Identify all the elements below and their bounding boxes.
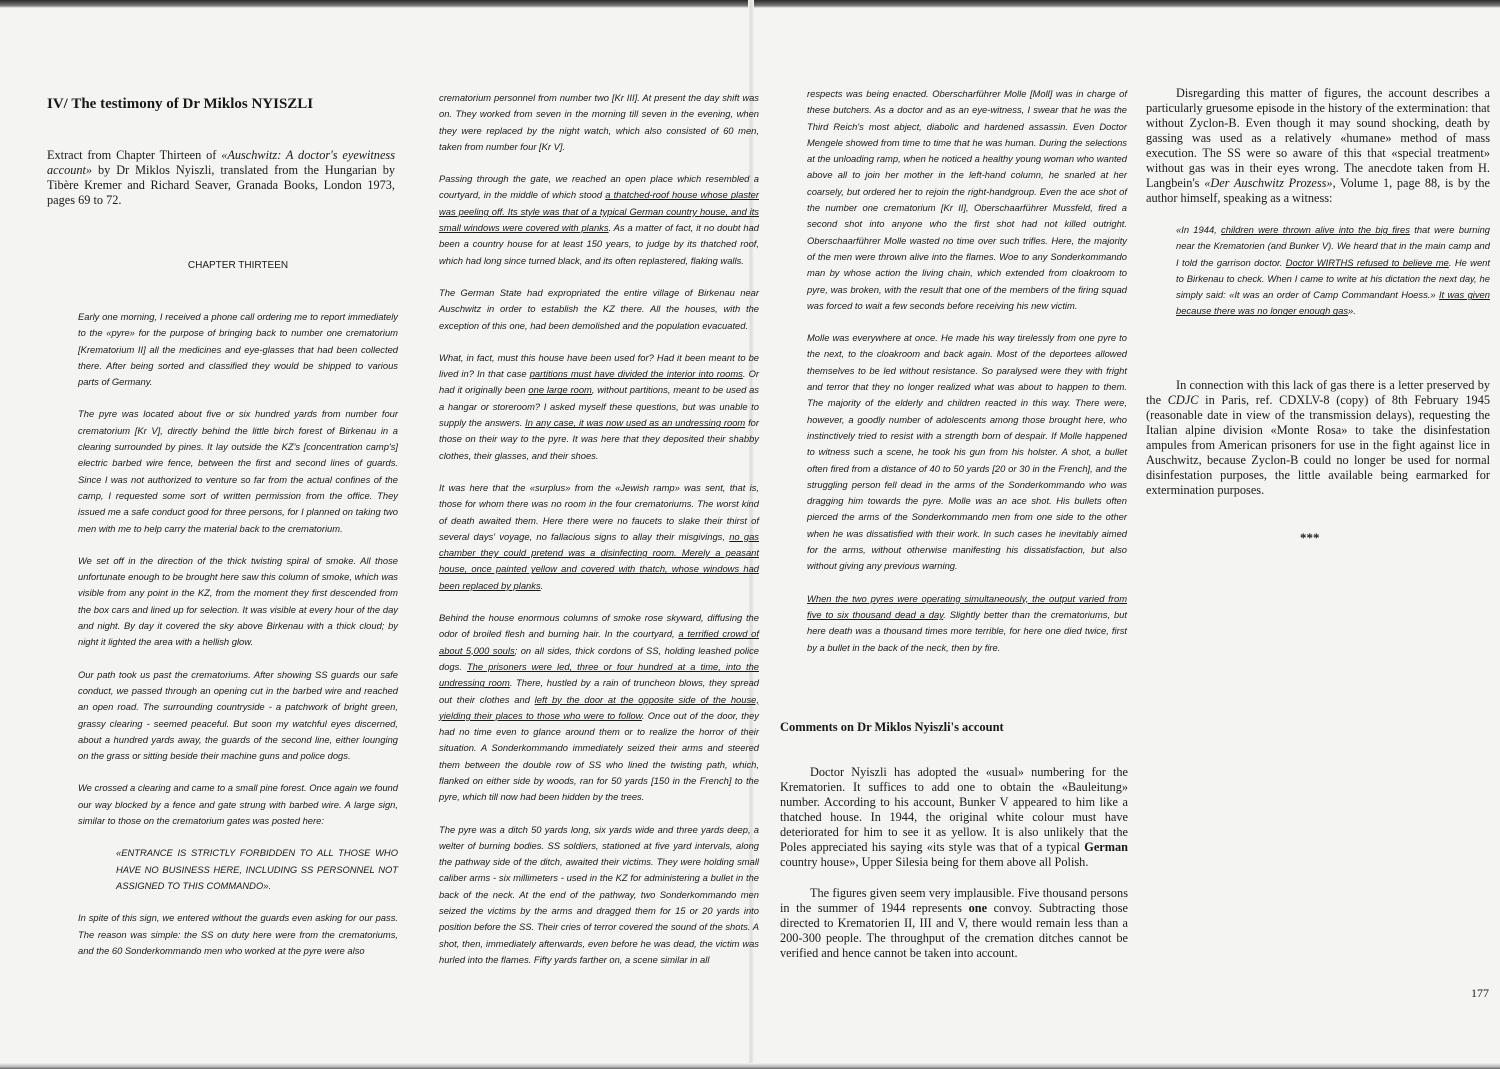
paragraph: Early one morning, I received a phone call ordering me to report immediately to the «pyre» for the purpose of bringing back to number one crematorium [Krematorium II] all the medicines and eye-glasses that had been collected there. After being sorted and classified they would be shipped to various parts of Germany. — [78, 311, 398, 388]
column-2-text — [439, 90, 759, 968]
paragraph: We crossed a clearing and came to a small pine forest. Once again we found our way blocked by a fence and gate strung with barbed wire. A large sign, similar to those on the crematorium gates was posted here: — [78, 782, 398, 827]
paragraph: Passing through the gate, we reached an open place which resembled a courtyard, in the middle of which stood a thatched-roof house whose plaster was peeling off. Its style was that of a typical German country house, and its small windows were covered with planks. As a matter of fact, it no doubt had been a country house for at least 150 years, to judge by its thatched roof, which had long since turned black, and its often replastered, flaking walls. — [439, 173, 759, 266]
paragraph: We set off in the direction of the thick twisting spiral of smoke. All those unfortunate enough to be brought here saw this column of smoke, which was visible from any point in the KZ, from the moment they first descended from the box cars and lined up for selection. It was visible at every hour of the day and night. By day it covered the sky above Birkenau with a thick cloud; by night it lighted the area with a hellish glow. — [78, 554, 398, 648]
comments-title: Comments on Dr Miklos Nyiszli's account — [780, 720, 1004, 734]
section-title: IV/ The testimony of Dr Miklos NYISZLI — [47, 96, 314, 112]
paragraph: The figures given seem very implausible. Five thousand persons in the summer of 1944 represents one convoy. Subtracting those directed to Krematorien II, III and V, there would remain less than a 200-300 people. The throughput of the cremation ditches cannot be verified and hence cannot be taken into account. — [780, 886, 1128, 960]
paragraph: Doctor Nyiszli has adopted the «usual» numbering for the Krematorien. It suffices to add one to obtain the «Bauleitung» number. According to his account, Bunker V appeared to him like a thatched house. In 1944, the original white colour must have deteriorated for him to see it as yellow. It is also unlikely that the Poles appreciated his saying «its style was that of a typical German country house», Upper Silesia being for them above all Polish. — [780, 765, 1128, 869]
column-1 — [78, 260, 398, 975]
column-3 — [807, 86, 1127, 672]
paragraph: respects was being enacted. Oberscharführer Molle [Moll] was in charge of these butchers. As a doctor and as an eye-witness, I swear that he was the Third Reich's most abject, diabolic and hardened assassin. Even Doctor Mengele showed from time to time that he was human. During the selections at the unloading ramp, when he noticed a healthy young woman who wanted above all to join her mother in the left-hand column, he snarled at her coarsely, but ordered her to rejoin the right-handgroup. Even the ace shot of the number one crematorium [Kr II], Oberschaarführer Mussfeld, fired a second shot into anyone who the first shot had not killed outright. Oberschaarführer Molle wasted no time over such trifles. Here, the majority of the men were thrown alive into the flames. Woe to any Sonderkommando man by whose action the living chain, which extended from cloakroom to pyre, was broken, with the result that one of the members of the firing squad was forced to wait a few seconds before receiving his new victim. — [807, 88, 1127, 311]
cdjc-paragraph: In connection with this lack of gas there is a letter preserved by the CDJC in Paris, ref. CDXLV-8 (copy) of 8th February 1945 (reasonable date in view of the transmission delays), requesting the Italian alpine division «Monte Rosa» to take the disinfestation ampules from American prisoners for use in the fight against lice in Auschwitz, because Zyclon-B could no longer be used for normal disinfestation purposes, the little available being earmarked for extermination purposes. — [1146, 377, 1490, 497]
page-number: 177 — [1471, 986, 1489, 1000]
left-header-block — [47, 96, 395, 208]
column-2 — [439, 90, 759, 984]
paragraph: It was here that the «surplus» from the «Jewish ramp» was sent, that is, those for whom there was no room in the four crematoriums. The worst kind of death awaited them. Here there were no faucets to slake their thirst of several days' voyage, no fallacious signs to allay their misgivings, no gas chamber they could pretend was a disinfecting room. Merely a peasant house, once painted yellow and covered with thatch, whose windows had been replaced by planks. — [439, 481, 759, 591]
warning-sign-quote: «ENTRANCE IS STRICTLY FORBIDDEN TO ALL THOSE WHO HAVE NO BUSINESS HERE, INCLUDING SS PERSONNEL NOT ASSIGNED TO THIS COMMANDO». — [116, 847, 398, 891]
intro-paragraph: Extract from Chapter Thirteen of «Auschwitz: A doctor's eyewitness account» by Dr Miklos Nyiszli, translated from the Hungarian by Tibère Kremer and Richard Seaver, Granada Books, London 1973, pages 69 to 72. — [47, 148, 395, 207]
paragraph: When the two pyres were operating simultaneously, the output varied from five to six thousand dead a day. Slightly better than the crematoriums, but here death was a thousand times more terrible, for here one died twice, first by a bullet in the back of the neck, then by fire. — [807, 592, 1127, 653]
comments-section — [780, 720, 1128, 977]
section-separator: *** — [1300, 530, 1320, 545]
paragraph: Molle was everywhere at once. He made his way tirelessly from one pyre to the next, to the cloakroom and back again. Most of the deportees allowed themselves to be led without resistance. So paralysed were they with fright and terror that they no longer realized what was about to happen to them. The majority of the elderly and children reacted in this way. There were, however, a goodly number of adolescents among those brought here, who instinctively tried to resist with a strength born of despair. If Molle happened to witness such a scene, he took his gun from his holster. A shot, a bullet often fired from a distance of 40 to 50 yards [20 or 30 in the French], and the struggling person fell dead in the arms of the Sonderkommando who was dragging him towards the pyre. Molle was an ace shot. His bullets often pierced the arms of the Sonderkommando men from one side to the other when he was dissatisfied with their work. In such cases he inevitably aimed for the arms, without otherwise manifesting his dissatisfaction, but also without giving any previous warning. — [807, 332, 1127, 572]
comments-text — [780, 765, 1128, 961]
column-3-text — [807, 86, 1127, 656]
paragraph: The German State had expropriated the entire village of Birkenau near Auschwitz in order to establish the KZ there. All the houses, with the exception of this one, had been demolished and the population evacuated. — [439, 286, 759, 331]
paragraph: crematorium personnel from number two [Kr III]. At present the day shift was on. They worked from seven in the morning till seven in the evening, when they were replaced by the night watch, which also consisted of 60 men, taken from number four [Kr V]. — [439, 92, 759, 152]
chapter-heading: CHAPTER THIRTEEN — [187, 260, 289, 271]
paragraph: The pyre was a ditch 50 yards long, six yards wide and three yards deep, a welter of burning bodies. SS soldiers, stationed at five yard intervals, along the pathway side of the ditch, awaited their victims. They were holding small caliber arms - six millimeters - used in the KZ for administering a bullet in the back of the neck. At the end of the pathway, two Sonderkommando men seized the victims by the arms and dragged them for 15 or 20 yards into position before the SS. Their cries of terror covered the sound of the shots. A shot, then, immediately afterwards, even before he was dead, the victim was hurled into the flames. Fifty yards farther on, a scene similar in all — [439, 823, 759, 965]
paragraph: What, in fact, must this house have been used for? Had it been meant to be lived in? In that case partitions must have divided the interior into rooms. Or had it originally been one large room, without partitions, meant to be used as a hangar or storeroom? I asked myself these questions, but was unable to supply the answers. In any case, it was now used as an undressing room for those on their way to the pyre. It was here that they deposited their shabby clothes, their glasses, and their shoes. — [439, 351, 760, 461]
column-1-text — [78, 309, 398, 829]
scan-bottom-edge — [0, 1063, 1500, 1069]
paragraph: In spite of this sign, we entered without the guards even asking for our pass. The reason was simple: the SS on duty here were from the crematoriums, and the 60 Sonderkommando men who worked at the pyre were also — [78, 912, 398, 956]
paragraph: Our path took us past the crematoriums. After showing SS guards our safe conduct, we passed through an opening cut in the barbed wire and reached an open road. The surrounding countryside - a patchwork of bright green, grassy clearing - seemed peaceful. But soon my watchful eyes discerned, about a hundred yards away, the guards of the second line, either lounging on the grass or sitting beside their machine guns and police dogs. — [78, 668, 398, 762]
paragraph: Behind the house enormous columns of smoke rose skyward, diffusing the odor of broiled flesh and burning hair. In the courtyard, a terrified crowd of about 5,000 souls; on all sides, thick cordons of SS, holding leashed police dogs. The prisoners were led, three or four hundred at a time, into the undressing room. There, hustled by a rain of truncheon blows, they spread out their clothes and left by the door at the opposite side of the house, yielding their places to those who were to follow. Once out of the door, they had no time even to glance around them or to realize the horror of their situation. A Sonderkommando immediately seized their arms and steered them between the double row of SS who lined the twisting path, which, flanked on either side by woods, ran for 50 yards [150 in the French] to the pyre, which till now had been hidden by the trees. — [439, 612, 759, 803]
column-1-end-text — [78, 910, 398, 959]
column-4 — [1146, 86, 1490, 514]
langbein-quote: «In 1944, children were thrown alive into the big fires that were burning near the Krematorien (and Bunker V). We heard that in the main camp and I told the garrison doctor. Doctor WIRTHS refused to believe me. He went to Birkenau to check. When I came to write at his dictation the next day, he simply said: «It was an order of Camp Commandant Hoess.» It was given because there was no longer enough gas». — [1176, 224, 1490, 317]
disregarding-paragraph: Disregarding this matter of figures, the account describes a particularly gruesome episode in the history of the extermination: that without Zyclon-B. Even though it may sound shocking, death by gassing was used as a relatively «humane» method of mass execution. The SS were so aware of this that «special treatment» without gas was in their eyes wrong. The anecdote taken from H. Langbein's «Der Auschwitz Prozess», Volume 1, page 88, is by the author himself, speaking as a witness: — [1146, 86, 1490, 205]
paragraph: The pyre was located about five or six hundred yards from number four crematorium [Kr V], directly behind the little birch forest of Birkenau in a clearing surrounded by pines. It lay outside the KZ's [concentration camp's] electric barbed wire fence, between the first and second lines of guards. Since I was not authorized to venture so far from the actual confines of the camp, I requested some sort of written permission from the office. They issued me a safe conduct good for three persons, for I planned on taking two men with me to help carry the material back to the crematorium. — [78, 408, 398, 534]
